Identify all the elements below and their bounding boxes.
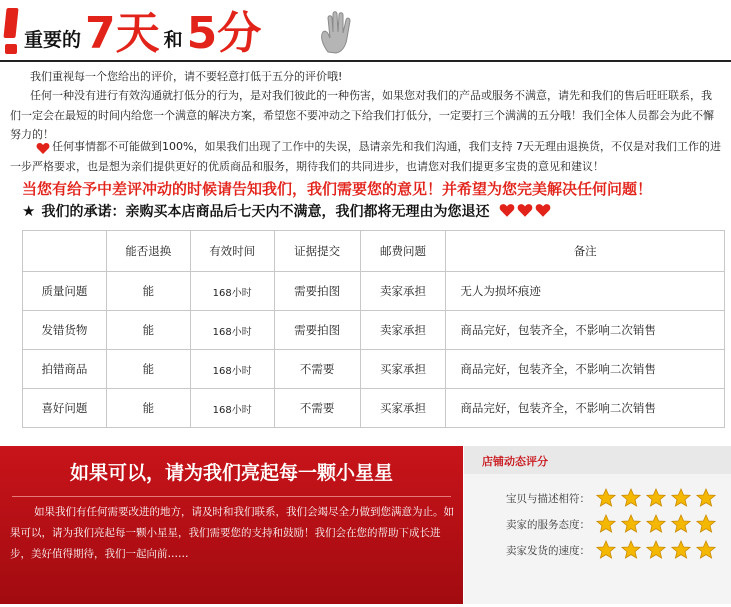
gold-star-icon [696,488,716,508]
gold-star-icon [646,540,666,560]
table-row [23,389,725,428]
gold-star-icon [646,514,666,534]
gold-star-icon [621,540,641,560]
panel-divider [12,496,451,497]
table-cell: 商品完好，包装齐全，不影响二次销售 [446,389,725,428]
table-header: 有效时间 [190,231,274,272]
table-cell: 需要拍图 [274,272,360,311]
table-cell: 商品完好，包装齐全，不影响二次销售 [446,311,725,350]
table-cell: 能 [106,389,190,428]
table-cell: 质量问题 [23,272,107,311]
table-cell: 168小时 [190,350,274,389]
table-cell: 168小时 [190,389,274,428]
table-header: 备注 [446,231,725,272]
table-cell: 能 [106,311,190,350]
table-cell: 168小时 [190,272,274,311]
exclamation-icon [2,6,20,56]
title-and: 和 [163,29,183,51]
rating-title: 店铺动态评分 [482,455,548,468]
intro-paragraph-1: 我们重视每一个您给出的评价，请不要轻意打低于五分的评价哦! [30,70,343,83]
shop-rating-panel [464,446,731,604]
table-cell: 不需要 [274,350,360,389]
title-5points: 5分 [186,8,262,59]
return-policy-table [22,230,725,428]
gold-star-icon [671,488,691,508]
table-cell: 买家承担 [360,389,446,428]
gold-star-icon [646,488,666,508]
heart-icon [517,204,533,218]
rating-label: 卖家的服务态度： [506,518,590,531]
table-cell: 喜好问题 [23,389,107,428]
gold-star-icon [596,488,616,508]
heart-icon [535,204,551,218]
table-row [23,350,725,389]
rating-label: 宝贝与描述相符： [506,492,590,505]
table-cell: 不需要 [274,389,360,428]
rating-row-service [484,513,716,535]
gold-star-icon [596,540,616,560]
star-request-text: 如果我们有任何需要改进的地方，请及时和我们联系，我们会竭尽全力做到您满意为止。如果可以，请为我们亮起每一颗小星星，我们需要您的支持和鼓励！我们会在您的帮助下成长进步，美好值得期待，我们一起向前…… [10,506,454,560]
rating-label: 卖家发货的速度： [506,544,590,557]
intro-paragraph-3: 任何事情都不可能做到100%，如果我们出现了工作中的失误，恳请亲先和我们沟通，我们支持 7天无理由退换货，不仅是对我们工作的进一步严格要求，也是想为亲们提供更好的优质商品和服务，期待我们的共同进步，也请您对我们提更多宝贵的意见和建议！ [10,140,721,173]
rating-row-description [484,487,716,509]
table-cell: 买家承担 [360,350,446,389]
table-cell: 168小时 [190,311,274,350]
feedback-alert: 当您有给予中差评冲动的时候请告知我们，我们需要您的意见！并希望为您完美解决任何问题！ [22,180,653,198]
title-important: 重要的 [24,29,82,51]
table-header [23,231,107,272]
table-cell: 商品完好，包装齐全，不影响二次销售 [446,350,725,389]
heart-icon [499,204,515,218]
rating-panel-header [464,446,731,474]
table-header: 能否退换 [106,231,190,272]
table-row [23,272,725,311]
page-header [0,0,731,62]
table-cell: 卖家承担 [360,272,446,311]
gold-star-icon [596,514,616,534]
rating-stars [596,540,716,560]
intro-paragraph-2: 任何一种没有进行有效沟通就打低分的行为，是对我们彼此的一种伤害，如果您对我们的产品或服务不满意，请先和我们的售后旺旺联系，我们一定会在最短的时间内给您一个满意的解决方案，希望您不要冲动之下给我们打低分，一定要打三个满满的五分哦！我们全体人员都会为此不懈努力的！ [10,89,714,141]
hearts-decoration [499,204,551,218]
title-7days: 7天 [85,8,160,59]
rating-row-shipping [484,539,716,561]
gold-star-icon [671,514,691,534]
table-header-row [23,231,725,272]
table-cell: 无人为损坏痕迹 [446,272,725,311]
star-request-headline: 如果可以，请为我们亮起每一颗小星星 [69,462,393,484]
table-header: 证据提交 [274,231,360,272]
table-cell: 卖家承担 [360,311,446,350]
star-request-panel [0,446,463,604]
star-icon: ★ [22,202,36,220]
rating-stars [596,514,716,534]
table-cell: 能 [106,272,190,311]
table-cell: 发错货物 [23,311,107,350]
table-cell: 能 [106,350,190,389]
table-row [23,311,725,350]
table-header: 邮费问题 [360,231,446,272]
promise-text: 我们的承诺：亲购买本店商品后七天内不满意，我们都将无理由为您退还 [41,204,490,220]
gold-star-icon [621,488,641,508]
table-cell: 需要拍图 [274,311,360,350]
page-title [24,8,261,58]
hand-icon [318,10,358,54]
gold-star-icon [696,514,716,534]
promise-row [22,201,551,221]
table-cell: 拍错商品 [23,350,107,389]
rating-stars [596,488,716,508]
gold-star-icon [696,540,716,560]
gold-star-icon [621,514,641,534]
gold-star-icon [671,540,691,560]
header-divider [0,60,731,62]
